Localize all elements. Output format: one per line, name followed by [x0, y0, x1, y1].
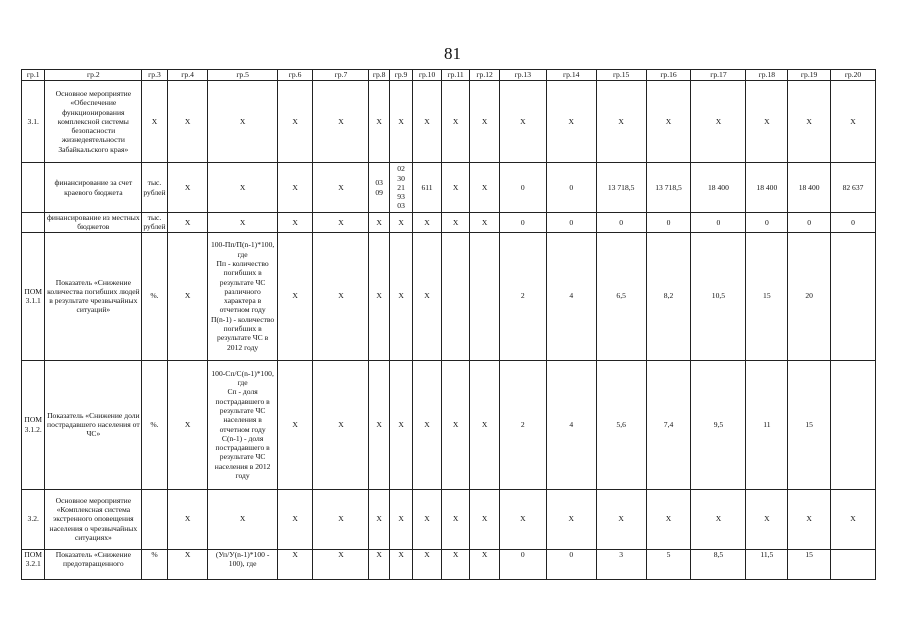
table-cell: [441, 232, 470, 360]
header-cell: гр.13: [499, 70, 546, 81]
table-cell: X: [389, 360, 412, 489]
table-cell: X: [470, 360, 500, 489]
table-cell: X: [277, 163, 313, 213]
table-cell: X: [167, 213, 208, 233]
table-cell: 2: [499, 360, 546, 489]
header-cell: гр.10: [413, 70, 442, 81]
table-cell: X: [788, 489, 831, 549]
header-cell: гр.5: [208, 70, 277, 81]
table-cell: X: [389, 232, 412, 360]
header-cell: гр.2: [45, 70, 142, 81]
table-cell: [22, 163, 45, 213]
table-cell: %.: [142, 360, 167, 489]
table-cell: X: [277, 549, 313, 579]
table-cell: X: [277, 81, 313, 163]
table-cell: X: [646, 489, 691, 549]
table-cell: X: [389, 489, 412, 549]
table-cell: X: [313, 232, 369, 360]
table-cell: [831, 360, 876, 489]
table-cell: X: [546, 489, 596, 549]
table-cell: 0: [499, 163, 546, 213]
table-cell: 13 718,5: [596, 163, 646, 213]
table-cell: 5,6: [596, 360, 646, 489]
table-cell: [22, 213, 45, 233]
table-cell: Показатель «Снижение предотвращенного: [45, 549, 142, 579]
table-cell: 0: [499, 213, 546, 233]
table-cell: 611: [413, 163, 442, 213]
table-cell: X: [746, 489, 788, 549]
table-cell: X: [167, 489, 208, 549]
table-cell: 18 400: [746, 163, 788, 213]
table-cell: X: [413, 360, 442, 489]
table-row: [22, 489, 876, 549]
table-cell: 3.1.: [22, 81, 45, 163]
table-cell: X: [691, 81, 746, 163]
table-cell: ПОМ 3.1.2.: [22, 360, 45, 489]
table-cell: Показатель «Снижение количества погибших людей в результате чрезвычайных ситуаций»: [45, 232, 142, 360]
table-cell: 0: [546, 163, 596, 213]
table-cell: X: [441, 360, 470, 489]
table-cell: 8,2: [646, 232, 691, 360]
table-cell: X: [167, 232, 208, 360]
table-cell: 0: [691, 213, 746, 233]
table-cell: 10,5: [691, 232, 746, 360]
header-cell: гр.14: [546, 70, 596, 81]
header-cell: гр.1: [22, 70, 45, 81]
table-cell: ПОМ 3.2.1: [22, 549, 45, 579]
table-cell: 15: [788, 360, 831, 489]
table-cell: X: [313, 489, 369, 549]
table-cell: ПОМ 3.1.1: [22, 232, 45, 360]
header-cell: гр.4: [167, 70, 208, 81]
header-cell: гр.19: [788, 70, 831, 81]
table-cell: X: [413, 232, 442, 360]
table-cell: 0: [646, 213, 691, 233]
table-cell: X: [441, 549, 470, 579]
table-cell: 3: [596, 549, 646, 579]
table-cell: X: [167, 549, 208, 579]
table-cell: 0: [499, 549, 546, 579]
table-cell: 100-Пп/П(n-1)*100, где Пп - количество погибших в результате ЧС различного характера в отчетном году П(n-1) - количество погибших в результате ЧС в 2012 году: [208, 232, 277, 360]
table-cell: 100-Сп/С(n-1)*100, где Сп - доля пострадавшего в результате ЧС населения в отчетном году С(n-1) - доля пострадавшего в результате ЧС населения в 2012 году: [208, 360, 277, 489]
header-cell: гр.20: [831, 70, 876, 81]
table-cell: тыс. рублей: [143, 213, 166, 232]
header-cell: гр.8: [369, 70, 389, 81]
table-cell: [142, 489, 167, 549]
table-cell: 0: [746, 213, 788, 233]
table-cell: 3.2.: [22, 489, 45, 549]
table-cell: X: [413, 549, 442, 579]
table-cell: X: [470, 81, 500, 163]
header-cell: гр.11: [441, 70, 470, 81]
table-cell: X: [277, 232, 313, 360]
program-table: [21, 69, 876, 580]
table-cell: 0: [596, 213, 646, 233]
table-cell: %: [142, 549, 167, 579]
table-cell: X: [746, 81, 788, 163]
table-cell: 7,4: [646, 360, 691, 489]
table-cell: X: [277, 360, 313, 489]
table-cell: X: [277, 489, 313, 549]
table-cell: X: [499, 489, 546, 549]
table-cell: X: [389, 81, 412, 163]
table-cell: X: [369, 360, 389, 489]
table-cell: тыс. рублей: [142, 163, 167, 213]
table-cell: X: [413, 489, 442, 549]
table-cell: X: [369, 213, 389, 233]
table-cell: 0: [831, 213, 876, 233]
table-cell: [470, 232, 500, 360]
table-cell: X: [499, 81, 546, 163]
table-cell: 11,5: [746, 549, 788, 579]
table-cell: 02 30 21 93 03: [389, 163, 412, 213]
table-cell: X: [208, 213, 277, 233]
table-cell: X: [208, 489, 277, 549]
table-cell: X: [369, 81, 389, 163]
table-cell: [831, 232, 876, 360]
table-cell: X: [313, 360, 369, 489]
table-cell: X: [167, 360, 208, 489]
table-cell: 03 09: [369, 163, 389, 213]
table-cell: [831, 549, 876, 579]
table-cell: 15: [788, 549, 831, 579]
table-row: [22, 360, 876, 489]
header-cell: гр.12: [470, 70, 500, 81]
table-cell: X: [313, 213, 369, 233]
table-cell: X: [413, 81, 442, 163]
table-cell: финансирование за счет краевого бюджета: [45, 163, 142, 213]
table-cell: X: [313, 163, 369, 213]
table-cell: X: [470, 163, 500, 213]
table-cell: 18 400: [691, 163, 746, 213]
header-cell: гр.6: [277, 70, 313, 81]
table-cell: X: [369, 489, 389, 549]
table-cell: X: [596, 81, 646, 163]
table-cell: X: [369, 549, 389, 579]
table-cell: 4: [546, 232, 596, 360]
table-cell: X: [277, 213, 313, 233]
table-cell: 4: [546, 360, 596, 489]
table-cell: X: [646, 81, 691, 163]
table-cell: X: [441, 213, 470, 233]
table-cell: X: [369, 232, 389, 360]
page-number: 81: [444, 44, 461, 63]
header-row: [22, 70, 876, 81]
table-cell: 2: [499, 232, 546, 360]
header-cell: гр.18: [746, 70, 788, 81]
table-cell: 5: [646, 549, 691, 579]
header-cell: гр.3: [142, 70, 167, 81]
table-cell: X: [313, 549, 369, 579]
table-cell: X: [313, 81, 369, 163]
table-cell: %.: [142, 232, 167, 360]
table-row: [22, 213, 876, 233]
header-cell: гр.17: [691, 70, 746, 81]
table-cell: 6,5: [596, 232, 646, 360]
header-cell: гр.16: [646, 70, 691, 81]
table-cell: X: [167, 163, 208, 213]
table-cell: X: [691, 489, 746, 549]
table-cell: (Уп/У(n-1)*100 - 100), где: [208, 549, 277, 579]
table-cell: 13 718,5: [646, 163, 691, 213]
table-cell: 0: [546, 213, 596, 233]
table-row: [22, 81, 876, 163]
table-cell: 20: [788, 232, 831, 360]
table-cell: X: [389, 213, 412, 233]
table-cell: Основное мероприятие «Комплексная система экстренного оповещения населения о чрезвычайных ситуациях»: [45, 489, 142, 549]
table-cell: X: [470, 549, 500, 579]
table-row: [22, 549, 876, 579]
table-cell: X: [831, 81, 876, 163]
table-cell: X: [470, 213, 500, 233]
table-cell: Показатель «Снижение доли пострадавшего населения от ЧС»: [45, 360, 142, 489]
table-cell: X: [788, 81, 831, 163]
table-cell: 9,5: [691, 360, 746, 489]
table-cell: финансирование из местных бюджетов: [45, 213, 142, 233]
table-cell: X: [596, 489, 646, 549]
table-cell: X: [413, 213, 442, 233]
table-cell: X: [441, 163, 470, 213]
header-cell: гр.7: [313, 70, 369, 81]
header-cell: гр.9: [389, 70, 412, 81]
table-cell: 82 637: [831, 163, 876, 213]
table-cell: 0: [788, 213, 831, 233]
table-cell: X: [831, 489, 876, 549]
table-cell: X: [142, 81, 167, 163]
table-cell: 8,5: [691, 549, 746, 579]
header-cell: гр.15: [596, 70, 646, 81]
table-cell: X: [546, 81, 596, 163]
table-cell: Основное мероприятие «Обеспечение функционирования комплексной системы безопасности жизнедеятельности Забайкальского края»: [45, 81, 142, 163]
table-row: [22, 163, 876, 213]
table-cell: X: [208, 81, 277, 163]
table-cell: 15: [746, 232, 788, 360]
table-cell: 18 400: [788, 163, 831, 213]
table-cell: 11: [746, 360, 788, 489]
table-cell: X: [208, 163, 277, 213]
table-cell: X: [167, 81, 208, 163]
table-cell: X: [470, 489, 500, 549]
table-row: [22, 232, 876, 360]
table-cell: X: [441, 489, 470, 549]
table-cell: X: [441, 81, 470, 163]
table-cell: X: [389, 549, 412, 579]
table-cell: 0: [546, 549, 596, 579]
